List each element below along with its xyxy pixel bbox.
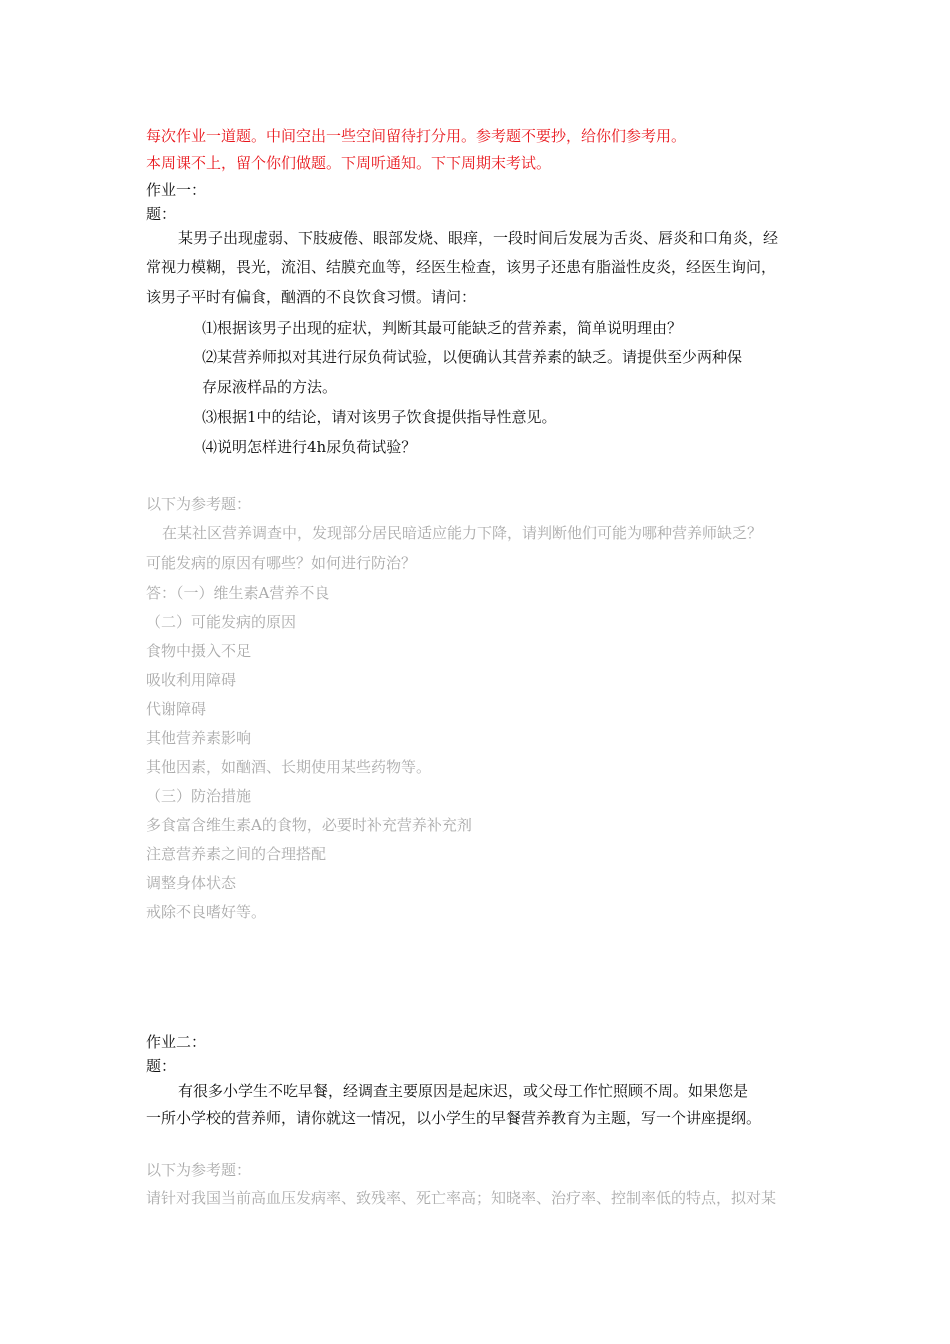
ref1-answer-line: 戒除不良嗜好等。 bbox=[146, 903, 267, 921]
hw1-item: ⑶根据1中的结论，请对该男子饮食提供指导性意见。 bbox=[202, 408, 557, 426]
hw1-paragraph-line: 该男子平时有偏食，酗酒的不良饮食习惯。请问： bbox=[146, 288, 477, 306]
ref1-answer-line: 吸收利用障碍 bbox=[146, 671, 237, 689]
hw1-item: ⑴根据该男子出现的症状，判断其最可能缺乏的营养素，简单说明理由？ bbox=[202, 319, 683, 337]
ref1-answer-line: 答：（一）维生素A营养不良 bbox=[146, 584, 330, 602]
notice-line-1: 每次作业一道题。中间空出一些空间留待打分用。参考题不要抄，给你们参考用。 bbox=[146, 127, 687, 145]
hw1-paragraph-line: 常视力模糊，畏光，流泪、结膜充血等，经医生检查，该男子还患有脂溢性皮炎，经医生询问， bbox=[146, 258, 777, 276]
hw1-item: ⑵某营养师拟对其进行尿负荷试验，以便确认其营养素的缺乏。请提供至少两种保 bbox=[202, 348, 743, 366]
hw1-title: 作业一： bbox=[146, 181, 207, 199]
ref1-answer-line: 多食富含维生素A的食物，必要时补充营养补充剂 bbox=[146, 816, 472, 834]
ref1-answer-line: 注意营养素之间的合理搭配 bbox=[146, 845, 327, 863]
ref1-answer-line: 代谢障碍 bbox=[146, 700, 207, 718]
ref1-answer-line: （三）防治措施 bbox=[146, 787, 252, 805]
ref1-answer-line: 其他因素，如酗酒、长期使用某些药物等。 bbox=[146, 758, 432, 776]
ref1-answer-line: （二）可能发病的原因 bbox=[146, 613, 297, 631]
hw1-item: ⑷说明怎样进行4h尿负荷试验？ bbox=[202, 438, 417, 456]
notice-line-2: 本周课不上，留个你们做题。下周听通知。下下周期末考试。 bbox=[146, 154, 552, 172]
hw1-paragraph-line: 某男子出现虚弱、下肢疲倦、眼部发烧、眼痒，一段时间后发展为舌炎、唇炎和口角炎，经 bbox=[178, 229, 779, 247]
ref1-answer-line: 其他营养素影响 bbox=[146, 729, 252, 747]
hw1-item: 存尿液样品的方法。 bbox=[202, 378, 338, 396]
ref1-question-line: 可能发病的原因有哪些？如何进行防治？ bbox=[146, 554, 417, 572]
hw2-paragraph-line: 一所小学校的营养师，请你就这一情况，以小学生的早餐营养教育为主题，写一个讲座提纲。 bbox=[146, 1109, 762, 1127]
ref1-question-line: 在某社区营养调查中，发现部分居民暗适应能力下降，请判断他们可能为哪种营养师缺乏？ bbox=[162, 524, 763, 542]
hw2-question-label: 题： bbox=[146, 1057, 177, 1075]
ref1-title: 以下为参考题： bbox=[146, 495, 252, 513]
ref1-answer-line: 食物中摄入不足 bbox=[146, 642, 252, 660]
ref2-question-line: 请针对我国当前高血压发病率、致残率、死亡率高；知晓率、治疗率、控制率低的特点，拟对某 bbox=[146, 1189, 777, 1207]
hw1-question-label: 题： bbox=[146, 205, 177, 223]
ref2-title: 以下为参考题： bbox=[146, 1161, 252, 1179]
hw2-title: 作业二： bbox=[146, 1033, 207, 1051]
ref1-answer-line: 调整身体状态 bbox=[146, 874, 237, 892]
hw2-paragraph-line: 有很多小学生不吃早餐，经调查主要原因是起床迟，或父母工作忙照顾不周。如果您是 bbox=[178, 1082, 749, 1100]
